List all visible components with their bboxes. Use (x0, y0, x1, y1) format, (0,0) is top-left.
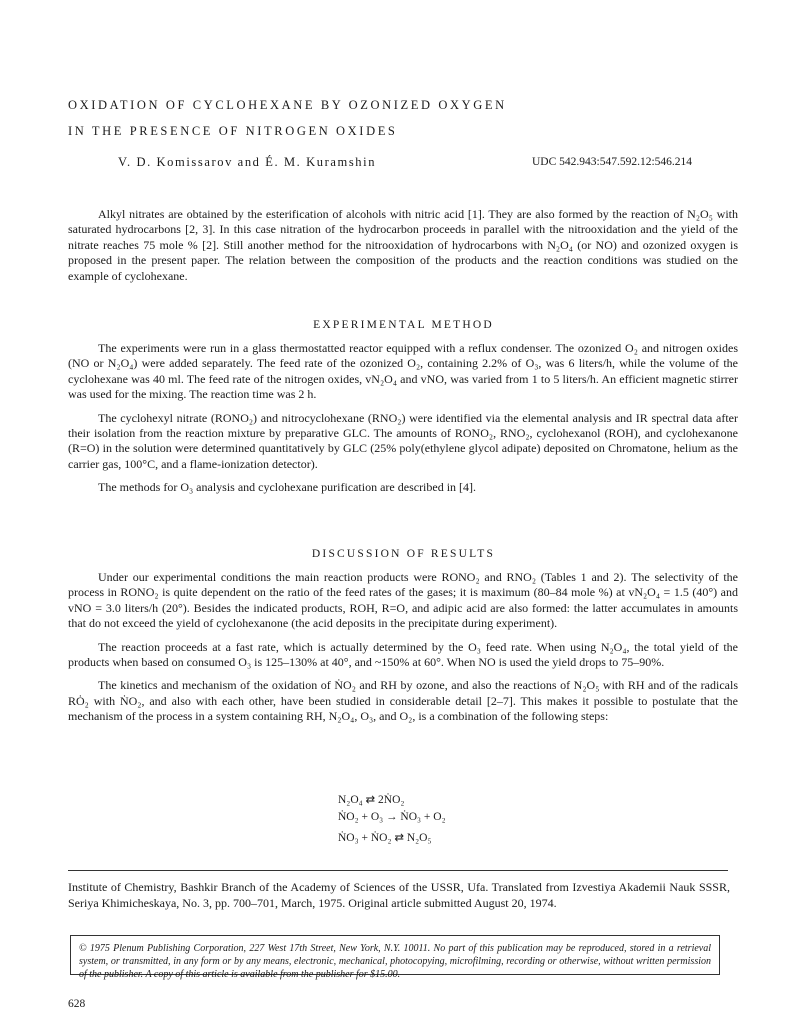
equation-3: ṄO₃ + ṄO₂ ⇄ N₂O₅ (338, 832, 432, 844)
footnote-divider (68, 870, 728, 871)
affiliation-note: Institute of Chemistry, Bashkir Branch of the Academy of Sciences of the USSR, Ufa. Translated from Izvestiya Akademii Nauk SSSR, Seriya Khimicheskaya, No. 3, pp. 700–701, March, 1975. Original article submitted August 20, 1974. (68, 880, 730, 910)
authors: V. D. Komissarov and É. M. Kuramshin (118, 155, 377, 169)
heading-discussion: DISCUSSION OF RESULTS (311, 548, 496, 560)
experimental-paragraph-2: The cyclohexyl nitrate (RONO₂) and nitrocyclohexane (RNO₂) were identified via the elemental analysis and IR spectral data after their isolation from the reaction mixture by preparative GLC. The amounts of RONO₂, RNO₂, cyclohexanol (ROH), and cyclohexanone (R=O) in the solution were determined quantitatively by GLC (25% poly(ethylene glycol adipate) deposited on Chromatone, helium as the carrier gas, 100°C, and a flame-ionization detector). (68, 410, 738, 471)
discussion-paragraph-2: The reaction proceeds at a fast rate, which is actually determined by the O₃ feed rate. When using N₂O₄, the total yield of the products when based on consumed O₃ is 125–130% at 40°, and ~150% at 60°. When NO is used the yield drops to 75–90%. (68, 639, 738, 670)
udc-code: UDC 542.943:547.592.12:546.214 (532, 156, 693, 168)
equation-1: N₂O₄ ⇄ 2ṄO₂ (338, 794, 405, 806)
intro-paragraph: Alkyl nitrates are obtained by the esterification of alcohols with nitric acid [1]. They are also formed by the reaction of N₂O₅ with saturated hydrocarbons [2, 3]. In this case nitration of the hydrocarbon proceeds in parallel with the nitrooxidation and the yield of the nitrate reaches 75 mole % [2]. Still another method for the nitrooxidation of hydrocarbons with N₂O₄ (or NO) and ozonized oxygen is proposed in the present paper. The relation between the composition of the products and the reaction conditions was studied on the example of cyclohexane. (68, 207, 738, 283)
discussion-paragraph-3: The kinetics and mechanism of the oxidation of ṄO₂ and RH by ozone, and also the reactions of N₂O₅ with RH and of the radicals RȮ₂ with ṄO₂, and also with each other, have been studied in considerable detail [2–7]. This makes it possible to postulate that the mechanism of the process in a system containing RH, N₂O₄, O₃, and O₂, is a combination of the following steps: (68, 678, 738, 724)
equation-2: ṄO₂ + O₃ → ṄO₃ + O₂ (338, 811, 446, 823)
title-line-2: IN THE PRESENCE OF NITROGEN OXIDES (68, 124, 398, 138)
experimental-paragraph-1: The experiments were run in a glass thermostatted reactor equipped with a reflux condenser. The ozonized O₂ and nitrogen oxides (NO or N₂O₄) were added separately. The feed rate of the ozonized O₂, containing 2.2% of O₃, was 6 liters/h, while the volume of the cyclohexane was 40 ml. The feed rate of the nitrogen oxides, vN₂O₄ and vNO, was varied from 1 to 5 liters/h. An efficient magnetic stirrer was used for the mixing. The reaction time was 2 h. (68, 341, 738, 402)
discussion-section (68, 570, 738, 733)
copyright-box (70, 935, 720, 980)
copyright-text: © 1975 Plenum Publishing Corporation, 227 West 17th Street, New York, N.Y. 10011. No part of this publication may be reproduced, stored in a retrieval system, or transmitted, in any form or by any means, electronic, mechanical, photocopying, microfilming, recording or otherwise, without written permission of the publisher. A copy of this article is available from the publisher for $15.00. (79, 943, 711, 980)
intro-section (68, 207, 738, 292)
page-number: 628 (68, 998, 86, 1010)
heading-experimental: EXPERIMENTAL METHOD (313, 319, 494, 331)
experimental-section (68, 341, 738, 504)
title-line-1: OXIDATION OF CYCLOHEXANE BY OZONIZED OXYGEN (68, 98, 507, 112)
discussion-paragraph-1: Under our experimental conditions the main reaction products were RONO₂ and RNO₂ (Tables 1 and 2). The selectivity of the process in RONO₂ is quite dependent on the ratio of the feed rates of the gases; it is maximum (80–84 mole %) at vN₂O₄ = 1.5 (40°) and vNO = 3.0 liters/h (20°). Besides the indicated products, ROH, R=O, and adipic acid are also formed: the latter accumulates in amounts that do not exceed the yield of cyclohexanone (the acid deposits in the precipitate during experiment). (68, 570, 738, 631)
experimental-paragraph-3: The methods for O₃ analysis and cyclohexane purification are described in [4]. (98, 480, 477, 495)
